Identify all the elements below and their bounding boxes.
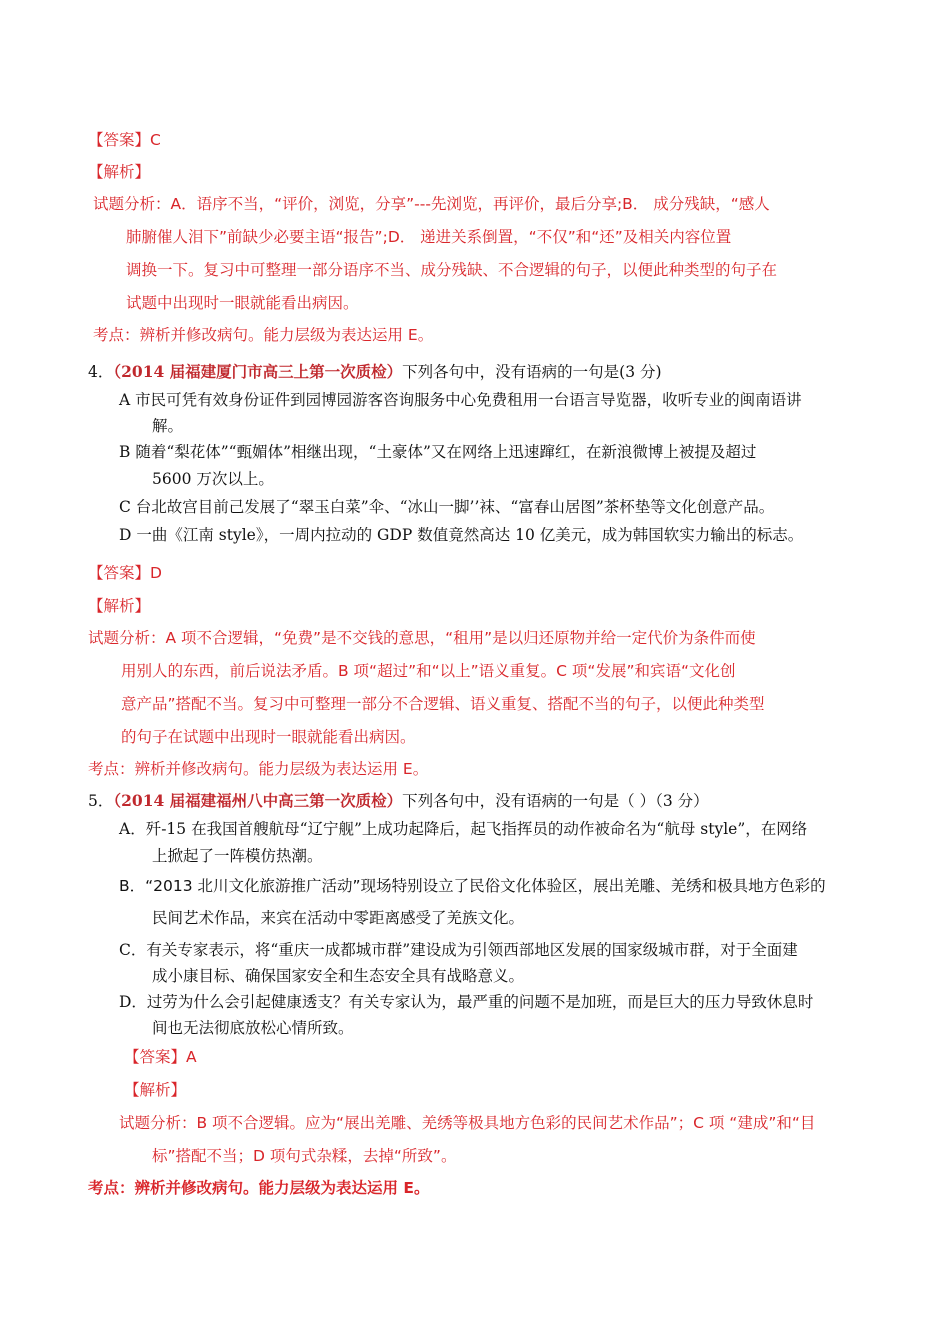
q5-option-b-cont: 民间艺术作品，来宾在活动中零距离感受了羌族文化。 xyxy=(152,909,525,927)
q5-analysis-line-1: 试题分析：B 项不合逻辑。应为“展出羌雕、羌绣等极具地方色彩的民间艺术作品”；C 项 “建成”和“目 xyxy=(119,1114,816,1132)
q4-kaodian: 考点：辨析并修改病句。能力层级为表达运用 E。 xyxy=(88,760,429,778)
q4-analysis-line-3: 意产品”搭配不当。复习中可整理一部分不合逻辑、语义重复、搭配不当的句子，以便此种类型 xyxy=(121,695,765,713)
q3-kaodian: 考点：辨析并修改病句。能力层级为表达运用 E。 xyxy=(93,326,434,344)
q5-number: 5． xyxy=(88,792,114,810)
q3-analysis-line-2: 肺腑催人泪下”前缺少必要主语“报告”;D． 递进关系倒置，“不仅”和“还”及相关内容位置 xyxy=(126,228,732,246)
q4-analysis-line-1: 试题分析：A 项不合逻辑，“免费”是不交钱的意思，“租用”是以归还原物并给一定代价为条件而使 xyxy=(88,629,756,647)
q5-option-b: B．“2013 北川文化旅游推广活动”现场特别设立了民俗文化体验区，展出羌雕、羌绣和极具地方色彩的 xyxy=(119,877,826,895)
q4-option-b-cont: 5600 万次以上。 xyxy=(152,470,274,488)
q5-option-a: A．歼-15 在我国首艘航母“辽宁舰”上成功起降后，起飞指挥员的动作被命名为“航母 style”，在网络 xyxy=(119,820,808,838)
q3-analysis-line-3: 调换一下。复习中可整理一部分语序不当、成分残缺、不合逻辑的句子，以便此种类型的句子在 xyxy=(126,261,778,279)
q4-number: 4． xyxy=(88,363,114,381)
q5-option-d-cont: 间也无法彻底放松心情所致。 xyxy=(152,1019,354,1037)
q5-stem xyxy=(88,791,709,811)
q5-option-d: D．过劳为什么会引起健康透支？有关专家认为，最严重的问题不是加班，而是巨大的压力导致休息时 xyxy=(119,993,814,1011)
q4-option-c: C 台北故宫目前己发展了“翠玉白菜”伞、“冰山一脚’’袜、“富春山居图”茶杯垫等文化创意产品。 xyxy=(119,498,775,516)
q3-analysis-line-1: 试题分析：A．语序不当，“评价，浏览，分享”---先浏览，再评价，最后分享;B． 成分残缺，“感人 xyxy=(93,195,770,213)
q4-analysis-label: 【解析】 xyxy=(88,597,151,615)
q5-analysis-label: 【解析】 xyxy=(124,1081,187,1099)
q4-answer: 【答案】D xyxy=(88,564,162,582)
q5-source: （2014 届福建福州八中高三第一次质检） xyxy=(113,791,403,810)
q5-answer: 【答案】A xyxy=(124,1048,197,1066)
q3-answer: 【答案】C xyxy=(88,131,161,149)
q5-option-a-cont: 上掀起了一阵模仿热潮。 xyxy=(152,847,323,865)
q5-question: 下列各句中，没有语病的一句是（ ）（3 分） xyxy=(402,792,709,810)
q3-analysis-line-4: 试题中出现时一眼就能看出病因。 xyxy=(126,294,359,312)
q4-question: 下列各句中，没有语病的一句是(3 分) xyxy=(402,363,662,381)
q3-analysis-label: 【解析】 xyxy=(88,163,151,181)
q5-option-c-cont: 成小康目标、确保国家安全和生态安全具有战略意义。 xyxy=(152,967,525,985)
q4-option-d: D 一曲《江南 style》，一周内拉动的 GDP 数值竟然高达 10 亿美元，成为韩国软实力输出的标志。 xyxy=(119,526,804,544)
q5-analysis-line-2: 标”搭配不当；D 项句式杂糅，去掉“所致”。 xyxy=(152,1147,457,1165)
q4-analysis-line-2: 用别人的东西，前后说法矛盾。B 项“超过”和“以上”语义重复。C 项“发展”和宾语“文化创 xyxy=(121,662,736,680)
q4-stem xyxy=(88,362,662,382)
q4-source: （2014 届福建厦门市高三上第一次质检） xyxy=(113,362,403,381)
q4-option-a-cont: 解。 xyxy=(152,417,184,435)
q4-analysis-line-4: 的句子在试题中出现时一眼就能看出病因。 xyxy=(121,728,416,746)
q5-option-c: C．有关专家表示，将“重庆一成都城市群”建设成为引领西部地区发展的国家级城市群，对于全面建 xyxy=(119,941,798,959)
q5-kaodian: 考点：辨析并修改病句。能力层级为表达运用 E。 xyxy=(88,1179,430,1197)
q4-option-b: B 随着“梨花体”“甄媚体”相继出现，“土豪体”又在网络上迅速蹿红，在新浪微博上被提及超过 xyxy=(119,443,757,461)
q4-option-a: A 市民可凭有效身份证件到园博园游客咨询服务中心免费租用一台语言导览器，收听专业的闽南语讲 xyxy=(119,391,802,409)
